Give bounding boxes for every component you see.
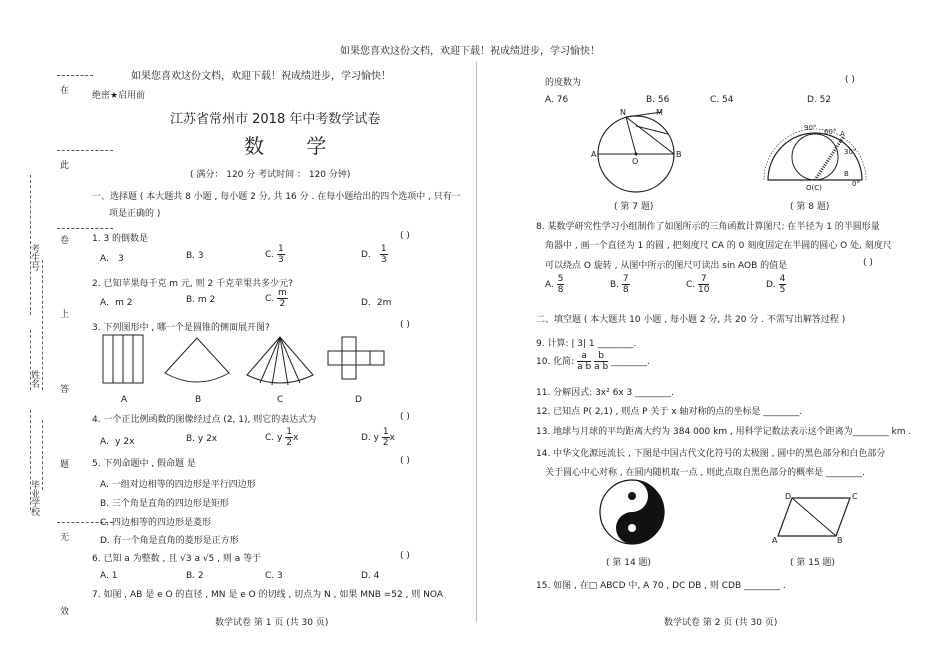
q7-option-b: B. 56 (646, 95, 670, 105)
q2-stem: 2. 已知苹果每千克 m 元, 则 2 千克苹果共多少元? (92, 279, 293, 289)
q8-option-c: C. $\frac{7}{10}$ (686, 274, 710, 295)
q9: 9. 计算: | 3| 1 ________. (536, 339, 637, 349)
binding-char: 效 (60, 607, 70, 617)
numerator: 4 (779, 274, 786, 284)
answer-paren: ( ) (400, 456, 410, 466)
q4-option-d (361, 427, 395, 448)
fraction (277, 244, 285, 265)
pyramid-net-figure (247, 337, 313, 385)
point-label: O(C) (806, 184, 822, 192)
denominator: a b (594, 362, 609, 372)
section-heading-cont: 项是正确的 ) (109, 209, 161, 219)
angle-label: 0° (852, 180, 860, 188)
q15: 15. 如图 , 在□ ABCD 中, A 70 , DC DB , 则 CDB ________ . (536, 581, 786, 591)
q8-option-a: A. $\frac{5}{8}$ (545, 274, 564, 295)
q12: 12. 已知点 P( 2,1) , 则点 P 关于 x 轴对称的点的坐标是 ________. (536, 407, 803, 417)
q6-option-d: D. 4 (361, 571, 380, 581)
answer-paren: ( ) (845, 75, 855, 85)
option-prefix: D. y (361, 433, 379, 443)
numerator: 7 (698, 274, 709, 285)
left-banner: 如果您喜欢这份文档，欢迎下载！祝成绩进步，学习愉快！ (131, 71, 391, 82)
numerator: 7 (622, 274, 629, 284)
numerator: 1 (278, 244, 284, 254)
q3-label-c: C (277, 395, 284, 405)
q5-stem: 5. 下列命题中 , 假命题 是 (92, 459, 196, 469)
answer-paren: ( ) (863, 258, 873, 268)
q4-stem: 4. 一个正比例函数的图像经过点 (2, 1), 则它的表达式为 (92, 415, 317, 425)
option-prefix: D． (361, 250, 377, 260)
denominator: 2 (279, 299, 286, 309)
q1-option-a: A． 3 (100, 254, 124, 264)
q8-option-d: D. $\frac{4}{5}$ (766, 274, 786, 295)
q4-option-c (265, 427, 298, 448)
top-banner: 如果您喜欢这份文档，欢迎下载！祝成绩进步，学习愉快！ (340, 46, 600, 57)
subject-title: 数 学 (244, 134, 345, 158)
q7-cont: 的度数为 (545, 78, 582, 88)
binding-char: 卷 (60, 236, 70, 246)
point-label: M (656, 108, 663, 117)
numerator: 5 (557, 274, 564, 284)
point-label: N (620, 108, 626, 117)
q5-option-a: A. 一组对边相等的四边形是平行四边形 (100, 480, 256, 490)
q8-line3: 可以绕点 O 旋转 , 从图中所示的图尺可读出 sin AOB 的值是 (545, 261, 788, 271)
cross-net-figure (328, 337, 384, 379)
q13: 13. 地球与月球的平均距离大约为 384 000 km , 用科学记数法表示这个距离为________ km . (536, 427, 912, 437)
binding-line (42, 420, 43, 490)
q8-option-b: B. $\frac{7}{8}$ (610, 274, 629, 295)
angle-label: 60° (824, 128, 837, 136)
denominator: 8 (557, 285, 564, 295)
binding-char: 无 (60, 533, 70, 543)
q14-line1: 14. 中华文化源远流长 , 下图是中国古代文化符号的太极图 , 圆中的黑色部分和白色部分 (536, 449, 886, 459)
footer-left: 数学试卷 第 1 页 (共 30 页) (215, 618, 329, 628)
q1-option-c (265, 244, 285, 265)
question-prefix: 10. 化简: (536, 357, 575, 367)
q7-option-c: C. 54 (710, 95, 734, 105)
parallelogram-figure (770, 490, 860, 545)
q7-circle-figure (590, 106, 690, 194)
field-name: 姓名 (29, 370, 39, 388)
q7-option-a: A. 76 (545, 95, 569, 105)
binding-dash (57, 150, 113, 151)
point-label: A (772, 536, 778, 545)
fraction (577, 351, 591, 372)
q7-option-d: D. 52 (807, 95, 832, 105)
point-label: C (852, 492, 858, 501)
q6-option-b: B. 2 (186, 571, 204, 581)
numerator: m (278, 288, 287, 298)
option-prefix: C. y (265, 433, 283, 443)
q7-stem: 7. 如图 , AB 是 e O 的直径 , MN 是 e O 的切线 , 切点为 N , 如果 MNB =52 , 则 NOA (92, 590, 443, 600)
point-label: O (632, 157, 639, 166)
denominator: 3 (278, 255, 284, 265)
q15-fig-caption: ( 第 15 题) (790, 558, 836, 568)
binding-char: 答 (60, 385, 70, 395)
q8-line1: 8. 某数学研究性学习小组制作了如图所示的三角函数计算图尺: 在半径为 1 的半圆形量 (536, 222, 880, 232)
exam-title: 江苏省常州市 2018 年中考数学试卷 (170, 112, 381, 127)
answer-blank: ________. (611, 357, 650, 367)
q6-stem: 6. 已知 a 为整数 , 且 √3 a √5 , 则 a 等于 (92, 554, 262, 564)
q3-label-a: A (121, 395, 128, 405)
field-student-id: 考生号 (29, 244, 39, 271)
q8-line2: 角器中 , 画一个直径为 1 的圆 , 把刻度尺 CA 的 0 刻度固定在半圆的圆心 O 处, 刻度尺 (545, 241, 892, 251)
point-label: B (844, 170, 849, 178)
binding-char: 题 (60, 460, 70, 470)
option-suffix: x (292, 433, 299, 443)
rectangle-figure (103, 335, 143, 383)
denominator: 8 (622, 285, 629, 295)
answer-paren: ( ) (400, 551, 410, 561)
point-label: B (837, 536, 843, 545)
q4-option-a: A．y 2x (100, 437, 135, 447)
fraction (594, 351, 608, 372)
taiji-figure (592, 477, 672, 547)
q1-stem: 1. 3 的倒数是 (92, 234, 149, 244)
q2-option-b: B. m 2 (186, 295, 216, 305)
section-heading: 一、选择题 ( 本大题共 8 小题 , 每小题 2 分, 共 16 分 . 在每小题给出的四个选项中 , 只有一 (92, 192, 461, 202)
q5-option-b: B. 三个角是直角的四边形是矩形 (100, 499, 229, 509)
fraction (382, 427, 390, 448)
angle-label: 30° (844, 148, 857, 156)
fraction (622, 274, 630, 295)
page-divider (476, 62, 477, 622)
exam-info: ( 满分： 120 分 考试时间 ： 120 分钟) (190, 170, 351, 180)
binding-dash (57, 228, 113, 229)
q2-option-c (265, 288, 288, 309)
q5-option-d: D. 有一个角是直角的菱形是正方形 (100, 536, 239, 546)
footer-right: 数学试卷 第 2 页 (共 30 页) (664, 618, 778, 628)
q4-option-b: B. y 2x (186, 434, 218, 444)
q3-label-d: D (355, 395, 362, 405)
q10 (536, 351, 650, 372)
option-prefix: C. (265, 294, 275, 304)
q2-option-d: D．2m (361, 298, 392, 308)
denominator: 2 (286, 438, 292, 448)
sector-figure (165, 338, 229, 382)
q11: 11. 分解因式: 3x² 6x 3 ________. (536, 388, 674, 398)
option-prefix: C. (265, 250, 275, 260)
binding-char: 上 (60, 310, 70, 320)
q8-fig-caption: ( 第 8 题) (790, 202, 830, 212)
q14-fig-caption: ( 第 14 题) (606, 558, 652, 568)
q14-line2: 关于圆心中心对称 , 在圆内随机取一点 , 则此点取自黑色部分的概率是 ________. (545, 468, 865, 478)
fraction (277, 288, 288, 309)
angle-label: 90° (804, 124, 817, 132)
fraction (557, 274, 565, 295)
q2-option-a: A．m 2 (100, 298, 133, 308)
denominator: 10 (698, 285, 710, 295)
point-label: B (676, 150, 682, 159)
q7-fig-caption: ( 第 7 题) (614, 202, 654, 212)
answer-paren: ( ) (400, 231, 410, 241)
denominator: a b (577, 362, 592, 372)
point-label: A (840, 130, 845, 138)
q3-label-b: B (195, 395, 202, 405)
q1-option-b: B. 3 (186, 251, 204, 261)
q3-stem: 3. 下列图形中 , 哪一个是圆锥的侧面展开图? (92, 323, 270, 333)
fraction (698, 274, 709, 295)
binding-char: 在 (60, 86, 70, 96)
binding-line (42, 260, 43, 390)
q6-option-c: C. 3 (265, 571, 283, 581)
secret-label: 绝密★启用前 (92, 91, 146, 101)
q6-option-a: A. 1 (100, 571, 118, 581)
denominator: 3 (380, 255, 387, 265)
numerator: 1 (380, 244, 387, 254)
q5-option-c: C. 四边相等的四边形是菱形 (100, 518, 212, 528)
option-suffix: x (389, 433, 395, 443)
section-heading: 二、填空题 ( 本大题共 10 小题 , 每小题 2 分, 共 20 分 . 不需写出解答过程 ) (536, 315, 846, 325)
answer-paren: ( ) (400, 412, 410, 422)
field-school: 毕业学校 (29, 480, 39, 516)
q8-protractor-figure (760, 120, 870, 195)
denominator: 5 (779, 285, 786, 295)
q3-figures (100, 333, 400, 388)
point-label: A (591, 150, 597, 159)
fraction (380, 244, 388, 265)
fraction (779, 274, 787, 295)
fraction (285, 427, 293, 448)
answer-paren: ( ) (400, 320, 410, 330)
binding-dash (57, 75, 93, 76)
binding-char: 此 (60, 161, 70, 171)
numerator: a (577, 351, 591, 362)
point-label: D (785, 492, 792, 501)
q1-option-d (361, 244, 388, 265)
numerator: 1 (286, 427, 292, 437)
numerator: 1 (382, 427, 389, 437)
denominator: 2 (382, 438, 389, 448)
numerator: b (594, 351, 608, 362)
